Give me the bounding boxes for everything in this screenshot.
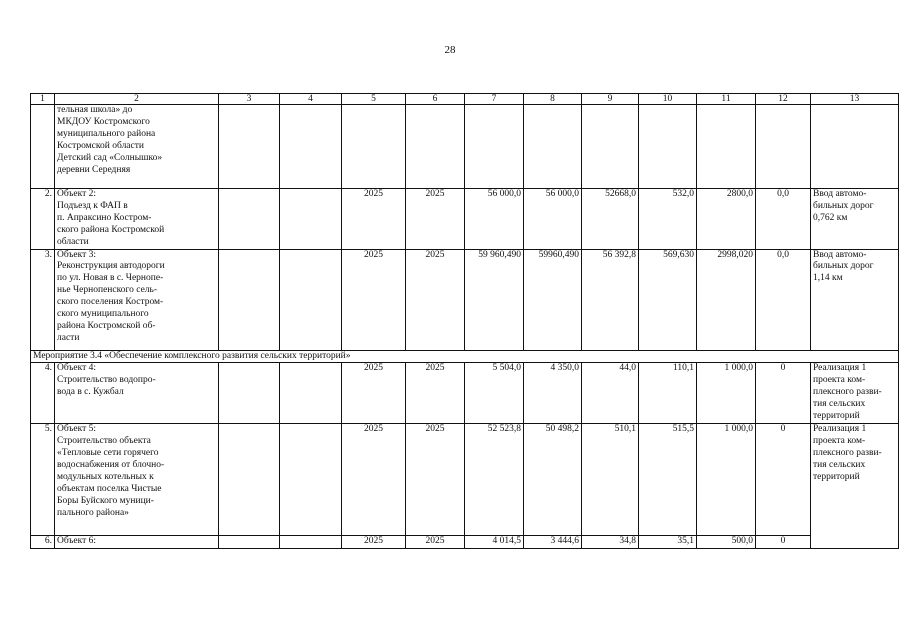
value-cell: 1 000,0 xyxy=(697,424,756,536)
object-description: Объект 2: Подъезд к ФАП в п. Апраксино Костром- ского района Костромской области xyxy=(55,189,219,250)
section-title: Мероприятие 3.4 «Обеспечение комплексного развития сельских территорий» xyxy=(31,350,899,363)
value-cell: 34,8 xyxy=(582,536,639,549)
start-year: 2025 xyxy=(342,249,406,350)
expected-result xyxy=(811,536,899,549)
value-cell: 56 000,0 xyxy=(524,189,582,250)
table-row xyxy=(31,536,899,549)
page-number: 28 xyxy=(444,44,456,56)
row-number: 4. xyxy=(31,363,55,424)
col-header: 3 xyxy=(219,94,280,105)
table-row xyxy=(31,105,899,189)
object-description: Объект 4: Строительство водопро- вода в с. Кужбал xyxy=(55,363,219,424)
value-cell: 52668,0 xyxy=(582,189,639,250)
col-header: 11 xyxy=(697,94,756,105)
value-cell: 2998,020 xyxy=(697,249,756,350)
object-description: тельная школа» до МКДОУ Костромского муниципального района Костромской области Детский сад «Солнышко» деревни Середняя xyxy=(55,105,219,189)
start-year: 2025 xyxy=(342,424,406,536)
table-row xyxy=(31,249,899,350)
start-year: 2025 xyxy=(342,189,406,250)
value-cell: 0 xyxy=(756,363,811,424)
expected-result: Реализация 1 проекта ком- плексного разви- тия сельских территорий xyxy=(811,363,899,424)
start-year: 2025 xyxy=(342,363,406,424)
col-header: 10 xyxy=(639,94,697,105)
col-header: 1 xyxy=(31,94,55,105)
col-header: 2 xyxy=(55,94,219,105)
value-cell: 110,1 xyxy=(639,363,697,424)
section-row xyxy=(31,350,899,363)
value-cell: 59 960,490 xyxy=(465,249,524,350)
col-header: 9 xyxy=(582,94,639,105)
value-cell: 2800,0 xyxy=(697,189,756,250)
col-header: 8 xyxy=(524,94,582,105)
column-number-header xyxy=(31,94,899,105)
value-cell: 1 000,0 xyxy=(697,363,756,424)
start-year: 2025 xyxy=(342,536,406,549)
col-header: 12 xyxy=(756,94,811,105)
table-row xyxy=(31,189,899,250)
value-cell: 35,1 xyxy=(639,536,697,549)
value-cell: 0 xyxy=(756,536,811,549)
row-number: 6. xyxy=(31,536,55,549)
object-description: Объект 3: Реконструкция автодороги по ул. Новая в с. Чернопе- нье Чернопенского сель- ского поселения Костром- ского муниципального района Костромской об- ласти xyxy=(55,249,219,350)
value-cell: 532,0 xyxy=(639,189,697,250)
col-header: 5 xyxy=(342,94,406,105)
end-year: 2025 xyxy=(406,249,465,350)
value-cell: 515,5 xyxy=(639,424,697,536)
value-cell: 500,0 xyxy=(697,536,756,549)
value-cell: 0,0 xyxy=(756,249,811,350)
col-header: 4 xyxy=(280,94,342,105)
row-number: 3. xyxy=(31,249,55,350)
value-cell: 44,0 xyxy=(582,363,639,424)
value-cell: 56 392,8 xyxy=(582,249,639,350)
value-cell: 5 504,0 xyxy=(465,363,524,424)
value-cell: 510,1 xyxy=(582,424,639,536)
end-year: 2025 xyxy=(406,536,465,549)
expected-result: Ввод автомо- бильных дорог 0,762 км xyxy=(811,189,899,250)
row-number: 5. xyxy=(31,424,55,536)
value-cell: 0 xyxy=(756,424,811,536)
col-header: 13 xyxy=(811,94,899,105)
value-cell: 4 014,5 xyxy=(465,536,524,549)
value-cell: 52 523,8 xyxy=(465,424,524,536)
value-cell: 50 498,2 xyxy=(524,424,582,536)
value-cell: 59960,490 xyxy=(524,249,582,350)
expected-result: Реализация 1 проекта ком- плексного разви- тия сельских территорий xyxy=(811,424,899,536)
end-year: 2025 xyxy=(406,189,465,250)
expected-result: Ввод автомо- бильных дорог 1,14 км xyxy=(811,249,899,350)
table-row xyxy=(31,363,899,424)
row-number: 2. xyxy=(31,189,55,250)
col-header: 7 xyxy=(465,94,524,105)
object-description: Объект 5: Строительство объекта «Тепловые сети горячего водоснабжения от блочно- модульных котельных к объектам поселка Чистые Боры Буйского муници- пального района» xyxy=(55,424,219,536)
value-cell: 56 000,0 xyxy=(465,189,524,250)
measures-table xyxy=(30,93,899,549)
end-year: 2025 xyxy=(406,363,465,424)
object-description: Объект 6: xyxy=(55,536,219,549)
value-cell: 3 444,6 xyxy=(524,536,582,549)
value-cell: 0,0 xyxy=(756,189,811,250)
col-header: 6 xyxy=(406,94,465,105)
end-year: 2025 xyxy=(406,424,465,536)
value-cell: 4 350,0 xyxy=(524,363,582,424)
value-cell: 569,630 xyxy=(639,249,697,350)
table-row xyxy=(31,424,899,536)
